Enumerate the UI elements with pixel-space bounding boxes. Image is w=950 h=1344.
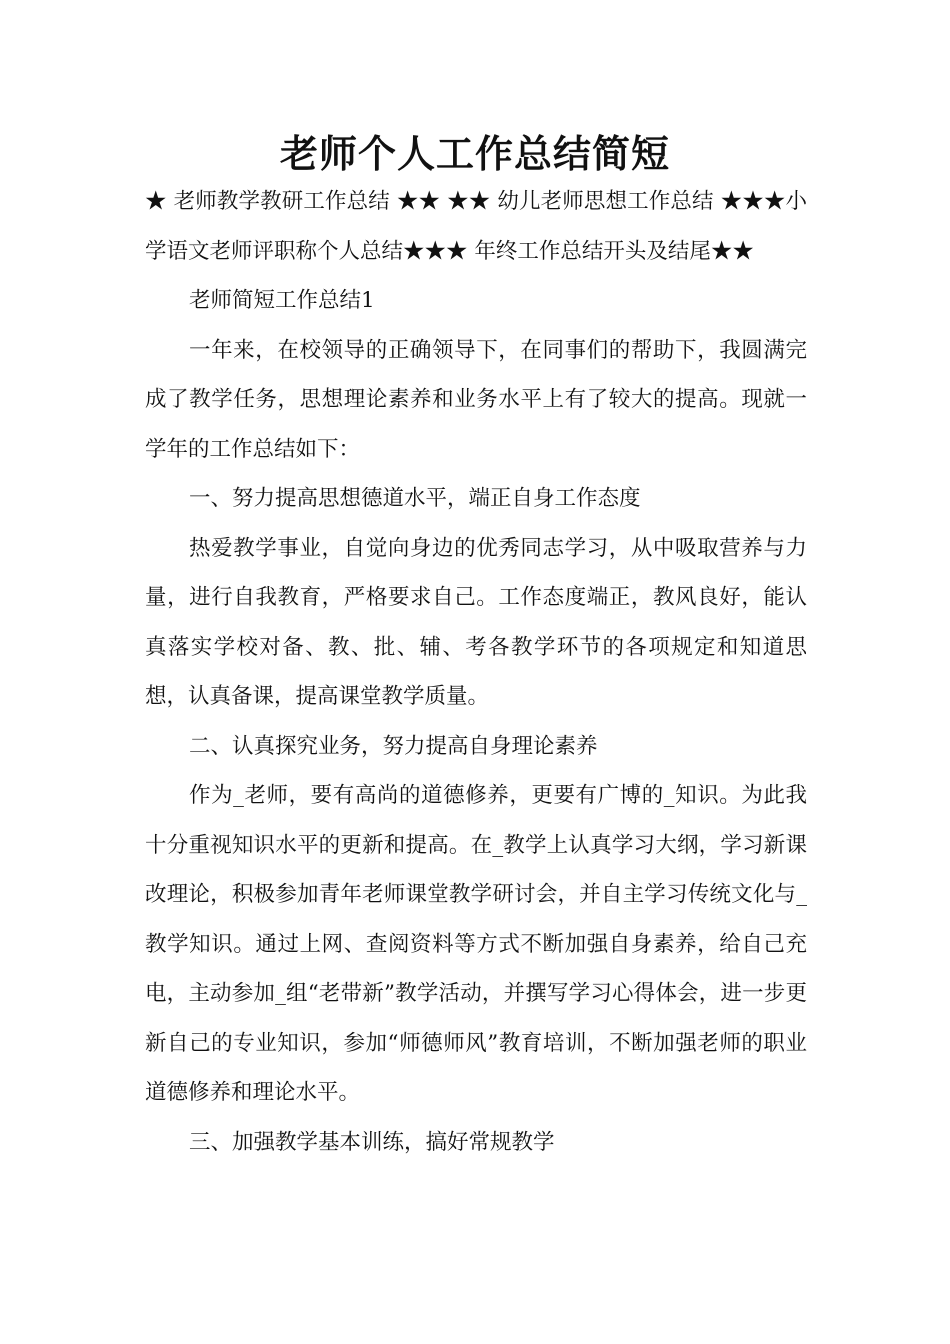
intro-paragraph: 一年来，在校领导的正确领导下，在同事们的帮助下，我圆满完成了教学任务，思想理论素养和业务水平上有了较大的提高。现就一学年的工作总结如下： bbox=[145, 337, 807, 462]
section-heading-summary-1: 老师简短工作总结1 bbox=[189, 288, 375, 313]
heading-part-1: 一、努力提高思想德道水平，端正自身工作态度 bbox=[189, 486, 641, 511]
document-body bbox=[145, 177, 807, 1167]
paragraph-part-2: 作为_老师，要有高尚的道德修养，更要有广博的_知识。为此我十分重视知识水平的更新和提高。在_教学上认真学习大纲，学习新课改理论，积极参加青年老师课堂教学研讨会，并自主学习传统文化与_教学知识。通过上网、查阅资料等方式不断加强自身素养，给自己充电，主动参加_组“老带新”教学活动，并撰写学习心得体会，进一步更新自己的专业知识，参加“师德师风”教育培训，不断加强老师的职业道德修养和理论水平。 bbox=[145, 783, 807, 1105]
paragraph-part-1: 热爱教学事业，自觉向身边的优秀同志学习，从中吸取营养与力量，进行自我教育，严格要求自己。工作态度端正，教风良好，能认真落实学校对备、教、批、辅、考各教学环节的各项规定和知道思想，认真备课，提高课堂教学质量。 bbox=[145, 535, 807, 709]
heading-part-3: 三、加强教学基本训练，搞好常规教学 bbox=[189, 1129, 555, 1155]
document-title: 老师个人工作总结简短 bbox=[279, 132, 670, 176]
related-articles-links[interactable]: ★ 老师教学教研工作总结 ★★ ★★ 幼儿老师思想工作总结 ★★★小学语文老师评职称个人总结★★★ 年终工作总结开头及结尾★★ bbox=[145, 189, 807, 264]
heading-part-2: 二、认真探究业务，努力提高自身理论素养 bbox=[189, 733, 598, 759]
